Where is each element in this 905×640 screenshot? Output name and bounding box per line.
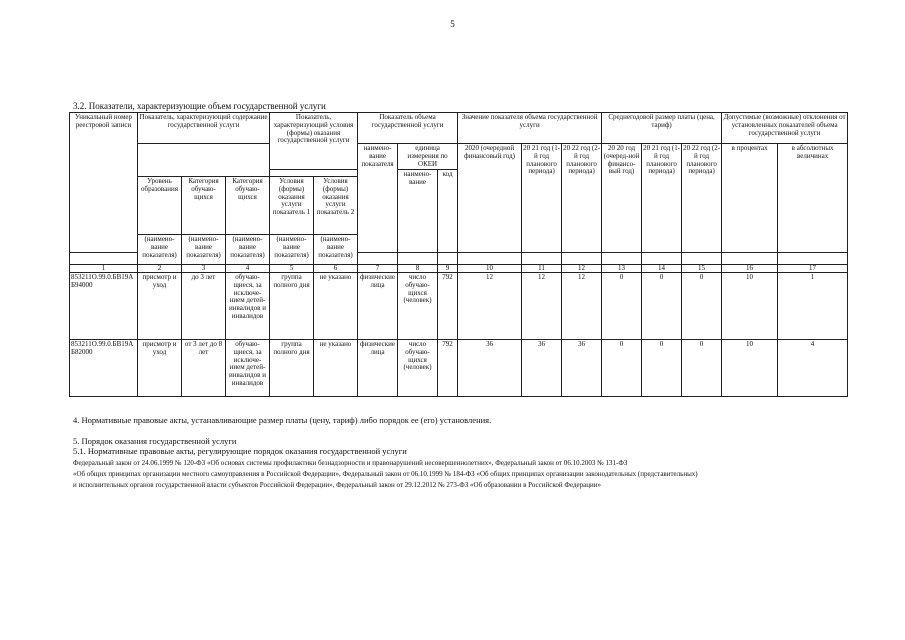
header-price-2021: 20 21 год (1-й год планового периода) — [642, 144, 682, 253]
header-year-2022: 20 22 год (2-й год планового периода) — [562, 144, 602, 253]
sub-blank-9 — [438, 177, 458, 265]
row-condition-1: группа полного дня — [270, 273, 314, 340]
sub-blank-15 — [682, 177, 722, 265]
header-unit: единица измерения по ОКЕИ — [398, 144, 458, 170]
col-number: 4 — [226, 265, 270, 273]
header-volume-indicator: Показатель объема государственной услуги — [358, 113, 458, 144]
header-category-1: Категория обучаю-щихся — [182, 177, 226, 235]
row-value-2020: 36 — [458, 340, 522, 397]
sub-blank-16 — [722, 177, 778, 265]
header-deviation-percent: в процентах — [722, 144, 778, 253]
row-price-2022: 0 — [682, 340, 722, 397]
row-deviation-absolute: 1 — [778, 273, 848, 340]
note-5-1-regulations: 5.1. Нормативные правовые акты, регулирующие порядок оказания государственной услуги — [73, 446, 407, 456]
header-volume-value: Значение показателя объема государственной услуги — [458, 113, 602, 144]
col-number: 5 — [270, 265, 314, 273]
note-4-price-acts: 4. Нормативные правовые акты, устанавливающие размер платы (цену, тариф) либо порядок ее (его) установления. — [73, 415, 492, 425]
row-category-2: обучаю-щиеся, за исключе-нием детей-инвалидов и инвалидов — [226, 340, 270, 397]
row-level: присмотр и уход — [138, 273, 182, 340]
row-value-2022: 36 — [562, 340, 602, 397]
row-level: присмотр и уход — [138, 340, 182, 397]
col-number: 10 — [458, 265, 522, 273]
row-deviation-absolute: 4 — [778, 340, 848, 397]
sub-blank-12 — [562, 177, 602, 265]
sub-indicator-table — [69, 176, 848, 397]
row-deviation-percent: 10 — [722, 273, 778, 340]
column-number-row — [70, 265, 848, 273]
row-price-2021: 0 — [642, 273, 682, 340]
header-allowed-deviation: Допустимые (возможные) отклонения от установленных показателей объема государственной услуги — [722, 113, 848, 144]
law-text-line-2: «Об общих принципах организации местного самоуправления в Российской Федерации», Федеральный закон от 06.10.1999 № 184-ФЗ «Об общих принципах организации законодательных (представительных) — [73, 470, 698, 478]
page-number: 5 — [450, 19, 455, 29]
row-unit-code: 792 — [438, 273, 458, 340]
sub-blank-8 — [398, 177, 438, 265]
sub-blank-10 — [458, 177, 522, 265]
row-category-1: до 3 лет — [182, 273, 226, 340]
row-condition-1: группа полного дня — [270, 340, 314, 397]
col-number: 14 — [642, 265, 682, 273]
row-deviation-percent: 10 — [722, 340, 778, 397]
sub-blank-13 — [602, 177, 642, 265]
row-value-2021: 12 — [522, 273, 562, 340]
col-number: 6 — [314, 265, 358, 273]
sub-blank-7 — [358, 177, 398, 265]
header-condition-1: Условия (формы) оказания услуги показатель 1 — [270, 177, 314, 235]
row-code: 853211О.99.0.БВ19АБ82000 — [70, 340, 138, 397]
law-text-line-1: Федеральный закон от 24.06.1999 № 120-ФЗ «Об основах системы профилактики безнадзорности и правонарушений несовершеннолетних», Федеральный закон от 06.10.2003 № 131-ФЗ — [73, 459, 628, 467]
header-sub-2: (наимено-вание показателя) — [182, 235, 226, 265]
row-value-2020: 12 — [458, 273, 522, 340]
header-price-2020: 20 20 год (очеред-ной финансо-вый год) — [602, 144, 642, 253]
header-level: Уровень образования — [138, 177, 182, 235]
law-text-line-3: и исполнительных органов государственной власти субъектов Российской Федерации», Федеральный закон от 29.12.2012 № 273-ФЗ «Об образовании в Российской Федерации» — [73, 481, 601, 489]
row-price-2022: 0 — [682, 273, 722, 340]
col-number: 2 — [138, 265, 182, 273]
header-year-2020: 2020 (очередной финансовый год) — [458, 144, 522, 253]
note-5-procedure: 5. Порядок оказания государственной услуги — [73, 436, 237, 446]
row-unit-code: 792 — [438, 340, 458, 397]
header-category-2: Категория обучаю-щихся — [226, 177, 270, 235]
col-number: 17 — [778, 265, 848, 273]
header-indicator-name: наимено-вание показателя — [358, 144, 398, 253]
col-number: 7 — [358, 265, 398, 273]
col-number: 3 — [182, 265, 226, 273]
col-number: 9 — [438, 265, 458, 273]
header-sub-4: (наимено-вание показателя) — [270, 235, 314, 265]
row-price-2021: 0 — [642, 340, 682, 397]
sub-blank-17 — [778, 177, 848, 265]
sub-blank-11 — [522, 177, 562, 265]
sub-blank-1 — [70, 177, 138, 265]
header-sub-1: (наимено-вание показателя) — [138, 235, 182, 265]
row-indicator: физические лица — [358, 273, 398, 340]
row-price-2020: 0 — [602, 340, 642, 397]
header-price-2022: 20 22 год (2-й год планового периода) — [682, 144, 722, 253]
col-number: 8 — [398, 265, 438, 273]
col-number: 12 — [562, 265, 602, 273]
col-number: 1 — [70, 265, 138, 273]
header-unique-number: Уникальный номер реестровой записи — [70, 113, 138, 253]
row-price-2020: 0 — [602, 273, 642, 340]
col-number: 16 — [722, 265, 778, 273]
row-condition-2: не указано — [314, 340, 358, 397]
row-unit-name: число обучаю-щихся (человек) — [398, 340, 438, 397]
section-title: 3.2. Показатели, характеризующие объем государственной услуги — [73, 101, 326, 111]
col-number: 15 — [682, 265, 722, 273]
row-category-1: от 3 лет до 8 лет — [182, 340, 226, 397]
header-condition-2: Условия (формы) оказания услуги показатель 2 — [314, 177, 358, 235]
col-number: 11 — [522, 265, 562, 273]
col-number: 13 — [602, 265, 642, 273]
header-deviation-absolute: в абсолютных величинах — [778, 144, 848, 253]
header-average-price: Среднегодовой размер платы (цена, тариф) — [602, 113, 722, 144]
row-unit-name: число обучаю-щихся (человек) — [398, 273, 438, 340]
header-sub-5: (наимено-вание показателя) — [314, 235, 358, 265]
row-code: 853211О.99.0.БВ19АБ94000 — [70, 273, 138, 340]
header-sub-3: (наимено-вание показателя) — [226, 235, 270, 265]
header-unit-name: наимено-вание — [398, 170, 438, 253]
row-indicator: физические лица — [358, 340, 398, 397]
table-row — [70, 273, 848, 340]
header-unit-code: код — [438, 170, 458, 253]
header-conditions-indicator: Показатель, характеризующий условия (формы) оказания государственной услуги — [270, 113, 358, 170]
row-value-2021: 36 — [522, 340, 562, 397]
header-content-indicator: Показатель, характеризующий содержание государственной услуги — [138, 113, 270, 144]
header-year-2021: 20 21 год (1-й год планового периода) — [522, 144, 562, 253]
row-category-2: обучаю-щиеся, за исключе-нием детей-инвалидов и инвалидов — [226, 273, 270, 340]
table-row — [70, 340, 848, 397]
row-condition-2: не указано — [314, 273, 358, 340]
sub-blank-14 — [642, 177, 682, 265]
row-value-2022: 12 — [562, 273, 602, 340]
